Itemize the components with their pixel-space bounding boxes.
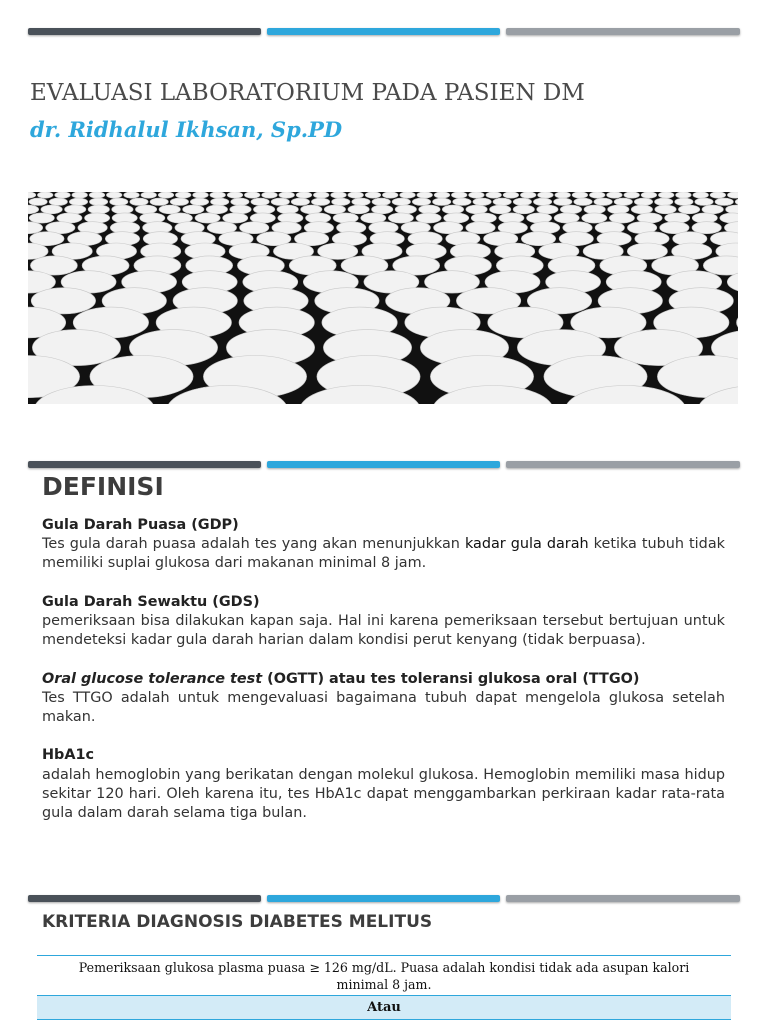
disc xyxy=(372,205,393,214)
definition-term: Gula Darah Puasa (GDP) xyxy=(42,517,239,533)
disc xyxy=(37,192,53,198)
divider-blue-segment xyxy=(267,461,500,468)
disc xyxy=(89,192,105,198)
disc xyxy=(277,205,298,214)
disc xyxy=(141,192,157,198)
disc xyxy=(473,198,491,205)
disc xyxy=(140,213,165,223)
kriteria-table xyxy=(37,955,731,1020)
disc xyxy=(112,205,133,214)
disc xyxy=(607,192,623,198)
disc xyxy=(211,198,229,205)
disc xyxy=(655,205,676,214)
disc xyxy=(395,205,416,214)
white-discs-pattern xyxy=(28,192,738,404)
disc xyxy=(55,192,71,198)
definition-text: adalah hemoglobin yang berikatan dengan molekul glukosa. Hemoglobin memiliki masa hidup sekitar 120 hari. Oleh karena itu, tes HbA1c dapat menggambarkan perkiraan kadar rata-rata gula dalam darah selama tiga bulan. xyxy=(42,766,725,821)
disc xyxy=(65,205,86,214)
disc xyxy=(230,205,251,214)
disc xyxy=(702,205,723,214)
disc xyxy=(710,192,726,198)
definition-term xyxy=(42,670,725,689)
disc xyxy=(72,192,88,198)
disc xyxy=(412,198,430,205)
disc xyxy=(400,192,416,198)
disc xyxy=(658,192,674,198)
disc xyxy=(735,198,738,205)
disc xyxy=(675,198,693,205)
disc xyxy=(419,205,440,214)
disc xyxy=(352,198,370,205)
disc xyxy=(503,192,519,198)
disc xyxy=(348,205,369,214)
definition-term-rest: (OGTT) atau tes toleransi glukosa oral (TTGO) xyxy=(262,670,640,687)
author-name: dr. Ridhalul Ikhsan, Sp.PD xyxy=(30,117,343,142)
disc xyxy=(244,192,260,198)
disc xyxy=(572,192,588,198)
disc xyxy=(554,198,572,205)
definition-text: pemeriksaan bisa dilakukan kapan saja. Hal ini karena pemeriksaan tersebut bertujuan untuk mendeteksi kadar gula darah harian dalam kondisi perut kenyang (tidak berpuasa). xyxy=(42,613,725,649)
disc xyxy=(608,205,629,214)
disc xyxy=(69,198,87,205)
disc xyxy=(190,198,208,205)
top-divider xyxy=(28,28,740,36)
disc xyxy=(451,192,467,198)
definition-text-part: ketika tubuh tidak memiliki suplai glukosa dari makanan minimal 8 jam. xyxy=(42,536,725,572)
definition-text xyxy=(42,535,725,573)
disc xyxy=(301,205,322,214)
divider-grey-segment xyxy=(506,461,740,468)
disc xyxy=(382,192,398,198)
disc xyxy=(555,192,571,198)
definition-ogtt xyxy=(42,670,725,728)
disc xyxy=(158,192,174,198)
definition-term-italic: Oral glucose tolerance test xyxy=(42,670,263,687)
section-divider-definisi xyxy=(28,461,740,469)
disc xyxy=(372,198,390,205)
disc xyxy=(313,192,329,198)
disc xyxy=(240,222,269,234)
disc xyxy=(324,205,345,214)
disc xyxy=(29,213,54,223)
disc xyxy=(433,198,451,205)
disc xyxy=(332,198,350,205)
disc xyxy=(28,205,39,214)
disc xyxy=(88,205,109,214)
disc xyxy=(720,213,738,223)
disc xyxy=(520,192,536,198)
divider-grey-segment xyxy=(506,895,740,902)
disc xyxy=(110,198,128,205)
section-divider-kriteria xyxy=(28,895,740,903)
disc xyxy=(493,198,511,205)
disc xyxy=(538,192,554,198)
divider-dark-segment xyxy=(28,28,261,35)
page-title: EVALUASI LABORATORIUM PADA PASIEN DM xyxy=(30,80,585,106)
divider-grey-segment xyxy=(506,28,740,35)
disc xyxy=(170,198,188,205)
definition-term: Gula Darah Sewaktu (GDS) xyxy=(42,593,260,610)
disc xyxy=(210,192,226,198)
disc xyxy=(135,205,156,214)
definition-hba1c xyxy=(42,746,725,823)
disc xyxy=(85,213,110,223)
disc xyxy=(486,192,502,198)
disc xyxy=(695,198,713,205)
disc xyxy=(159,205,180,214)
disc xyxy=(28,192,36,198)
definition-list xyxy=(42,516,725,842)
disc xyxy=(348,192,364,198)
disc xyxy=(582,213,607,223)
disc xyxy=(183,205,204,214)
disc xyxy=(453,198,471,205)
disc xyxy=(195,213,220,223)
disc xyxy=(574,198,592,205)
definition-text: Tes TTGO adalah untuk mengevaluasi bagaimana tubuh dapat mengelola glukosa setelah makan. xyxy=(42,689,725,725)
disc xyxy=(311,198,329,205)
disc xyxy=(727,192,738,198)
disc xyxy=(49,198,67,205)
definition-gdp xyxy=(42,516,725,574)
disc xyxy=(296,192,312,198)
definisi-heading: DEFINISI xyxy=(42,472,164,501)
disc xyxy=(678,205,699,214)
disc xyxy=(469,192,485,198)
disc xyxy=(41,205,62,214)
banner-image xyxy=(28,192,738,404)
disc xyxy=(271,198,289,205)
disc xyxy=(253,205,274,214)
disc xyxy=(624,192,640,198)
disc xyxy=(291,198,309,205)
disc xyxy=(533,198,551,205)
disc xyxy=(466,205,487,214)
disc xyxy=(279,192,295,198)
disc xyxy=(513,205,534,214)
disc xyxy=(655,198,673,205)
disc xyxy=(124,192,140,198)
definition-gds xyxy=(42,593,725,651)
disc xyxy=(490,205,511,214)
disc xyxy=(106,192,122,198)
disc xyxy=(231,198,249,205)
disc xyxy=(365,192,381,198)
disc xyxy=(206,205,227,214)
definition-text-part: Tes gula darah puasa adalah tes yang akan menunjukkan xyxy=(42,536,465,553)
disc xyxy=(715,198,733,205)
disc xyxy=(89,198,107,205)
disc xyxy=(262,192,278,198)
disc xyxy=(278,213,303,223)
disc xyxy=(417,192,433,198)
disc xyxy=(150,198,168,205)
divider-dark-segment xyxy=(28,461,261,468)
disc xyxy=(392,198,410,205)
disc xyxy=(251,198,269,205)
disc xyxy=(584,205,605,214)
disc xyxy=(641,192,657,198)
disc xyxy=(676,192,692,198)
divider-blue-segment xyxy=(267,895,500,902)
disc xyxy=(227,192,243,198)
disc xyxy=(693,192,709,198)
kriteria-row-atau: Atau xyxy=(37,995,731,1020)
definition-term: HbA1c xyxy=(42,747,95,764)
disc xyxy=(130,198,148,205)
disc xyxy=(193,192,209,198)
kriteria-heading: KRITERIA DIAGNOSIS DIABETES MELITUS xyxy=(42,912,433,932)
disc xyxy=(466,222,495,234)
disc xyxy=(442,205,463,214)
disc xyxy=(223,213,248,223)
disc xyxy=(614,198,632,205)
disc xyxy=(331,192,347,198)
disc xyxy=(594,198,612,205)
disc xyxy=(434,192,450,198)
disc xyxy=(589,192,605,198)
disc xyxy=(416,213,441,223)
disc xyxy=(537,205,558,214)
disc xyxy=(726,205,738,214)
disc xyxy=(634,198,652,205)
disc xyxy=(29,198,47,205)
disc xyxy=(388,213,413,223)
disc xyxy=(560,205,581,214)
disc xyxy=(513,198,531,205)
disc xyxy=(175,192,191,198)
disc xyxy=(692,222,721,234)
divider-blue-segment xyxy=(267,28,500,35)
disc xyxy=(631,205,652,214)
kadar-gula-darah-link[interactable]: kadar gula darah xyxy=(464,536,589,553)
divider-dark-segment xyxy=(28,895,261,902)
kriteria-row-gdp: Pemeriksaan glukosa plasma puasa ≥ 126 mg/dL. Puasa adalah kondisi tidak ada asupan kalori minimal 8 jam. xyxy=(37,955,731,995)
